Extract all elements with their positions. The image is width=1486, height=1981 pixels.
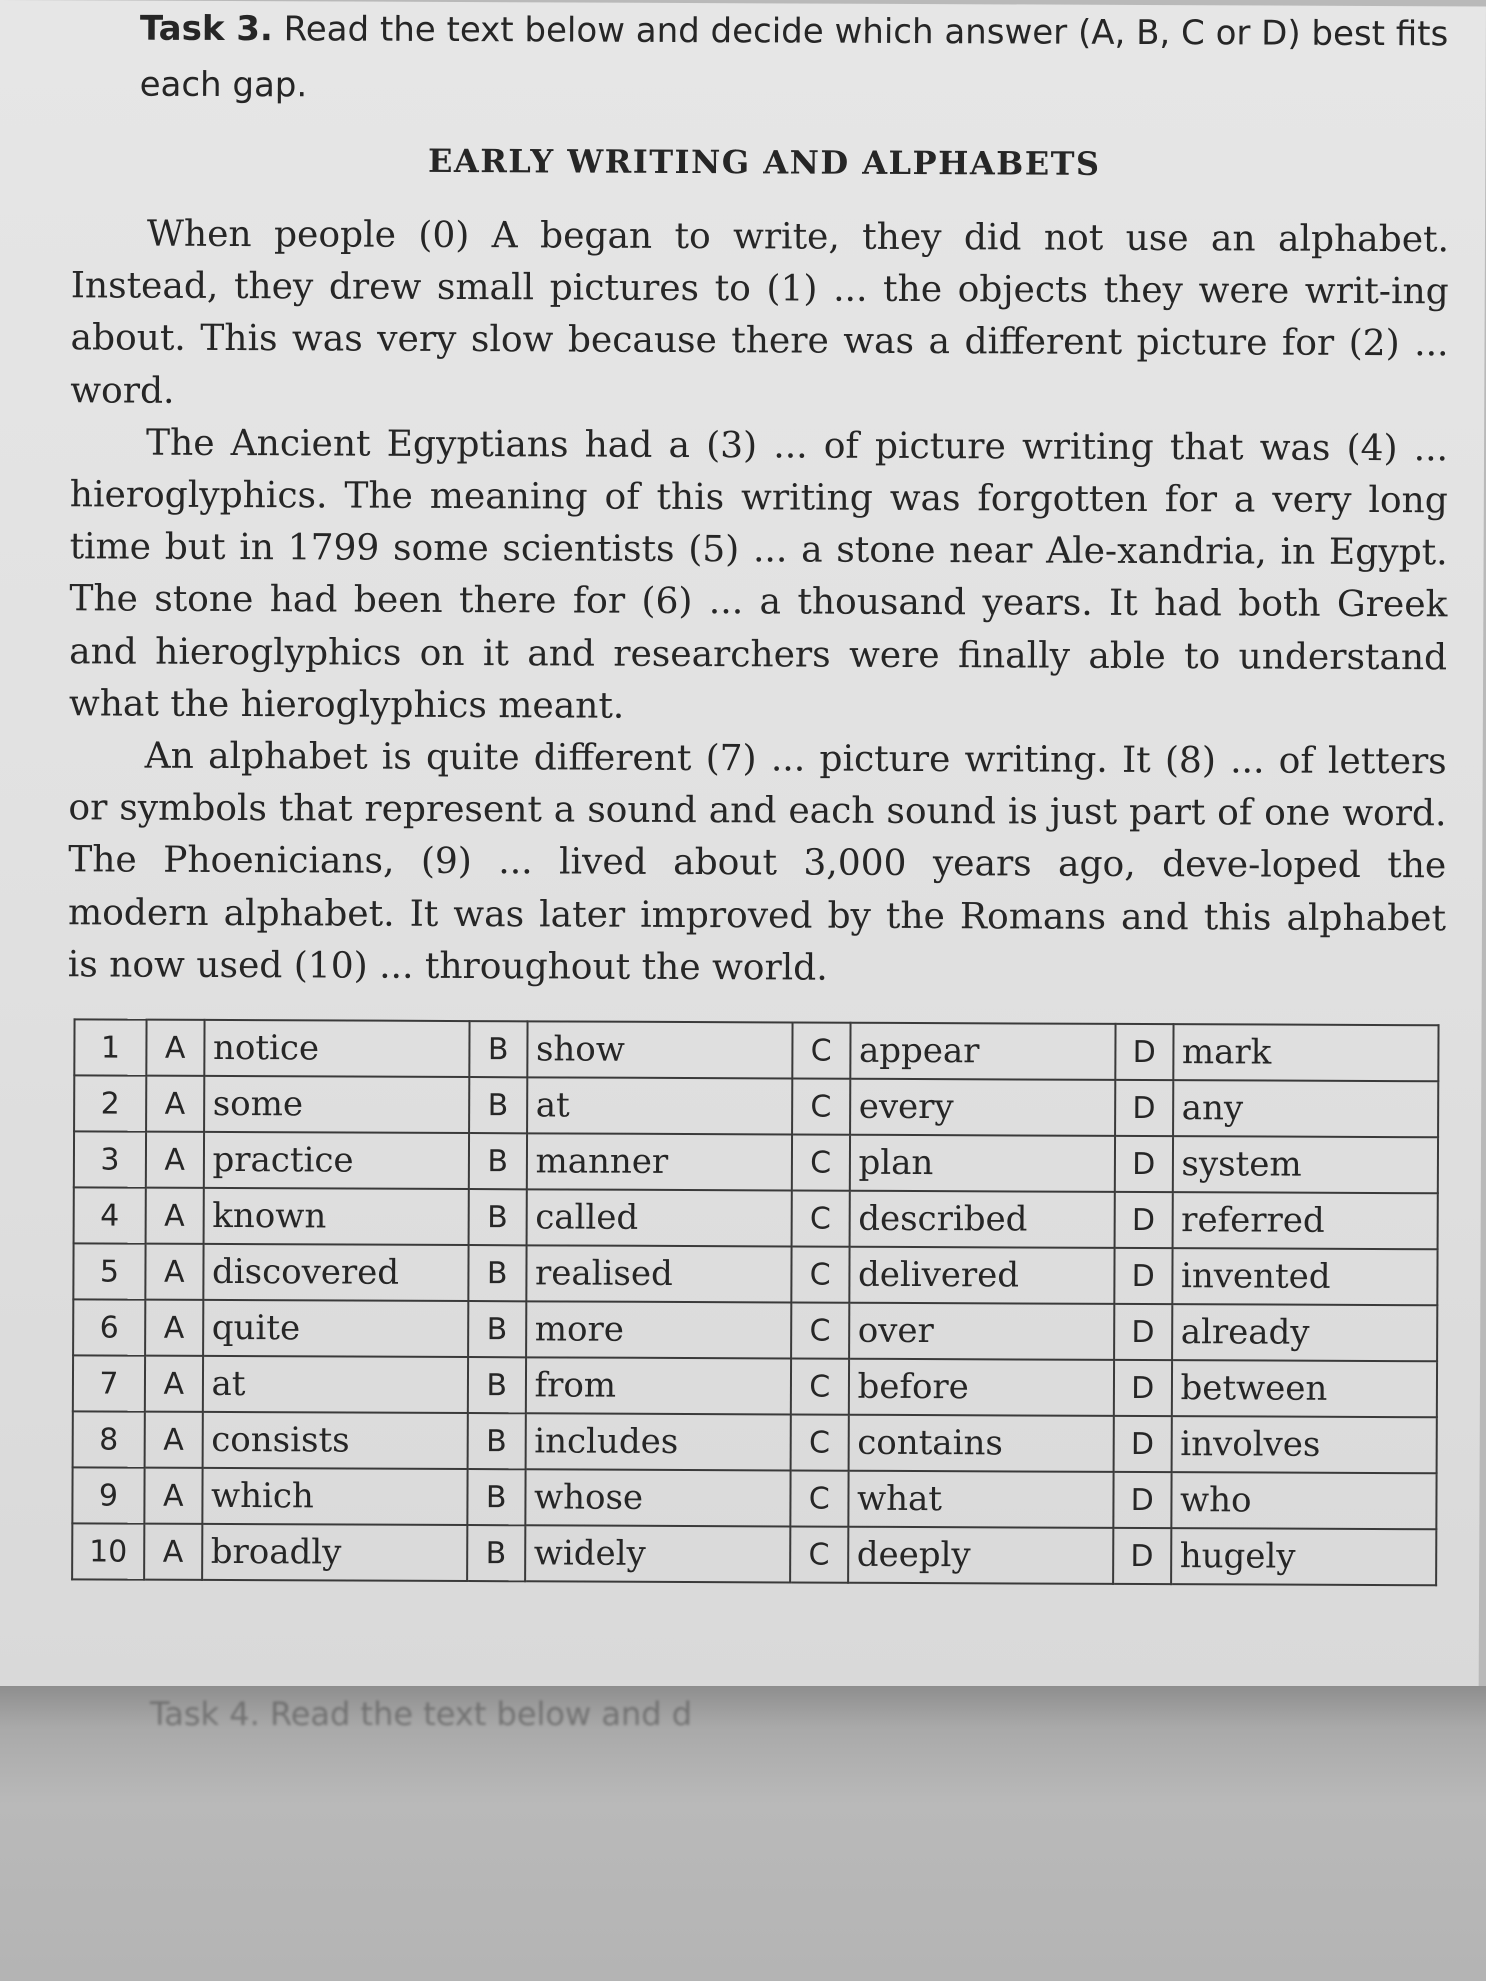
option-word: between [1171, 1360, 1437, 1417]
option-word: notice [204, 1020, 470, 1077]
option-word: more [526, 1301, 792, 1358]
article-body [68, 208, 1449, 997]
option-letter: B [467, 1525, 525, 1581]
option-letter: D [1114, 1360, 1172, 1416]
option-word: referred [1172, 1192, 1438, 1249]
option-letter: A [146, 1132, 204, 1188]
option-letter: C [791, 1302, 849, 1358]
option-word: widely [525, 1525, 791, 1582]
table-row [73, 1411, 1437, 1473]
option-word: which [202, 1468, 468, 1525]
option-letter: D [1114, 1304, 1172, 1360]
question-number: 5 [73, 1243, 145, 1299]
option-letter: A [145, 1300, 203, 1356]
option-word: who [1171, 1472, 1437, 1529]
option-letter: B [468, 1413, 526, 1469]
option-word: what [848, 1471, 1114, 1528]
option-word: before [848, 1359, 1114, 1416]
option-word: hugely [1171, 1528, 1437, 1585]
option-letter: D [1115, 1080, 1173, 1136]
option-word: every [850, 1079, 1116, 1136]
option-word: plan [849, 1135, 1115, 1192]
option-letter: D [1115, 1024, 1173, 1080]
question-number: 6 [73, 1299, 145, 1355]
table-row [72, 1467, 1436, 1529]
option-letter: B [469, 1189, 527, 1245]
option-letter: B [468, 1357, 526, 1413]
option-letter: C [792, 1134, 850, 1190]
question-number: 2 [74, 1075, 146, 1131]
option-letter: C [791, 1358, 849, 1414]
option-letter: D [1113, 1528, 1171, 1584]
option-letter: A [146, 1020, 204, 1076]
question-number: 3 [74, 1131, 146, 1187]
option-letter: A [146, 1076, 204, 1132]
table-row [73, 1299, 1437, 1361]
table-row [74, 1131, 1438, 1193]
option-letter: A [145, 1244, 203, 1300]
option-letter: C [791, 1246, 849, 1302]
option-word: broadly [202, 1524, 468, 1581]
option-letter: B [469, 1133, 527, 1189]
option-word: delivered [849, 1247, 1115, 1304]
option-letter: B [469, 1021, 527, 1077]
option-letter: D [1115, 1136, 1173, 1192]
option-word: realised [526, 1245, 792, 1302]
option-word: consists [202, 1412, 468, 1469]
task-heading [140, 1, 1470, 119]
option-word: at [527, 1077, 793, 1134]
option-word: at [202, 1356, 468, 1413]
option-word: whose [525, 1469, 791, 1526]
option-letter: C [792, 1190, 850, 1246]
table-row [73, 1243, 1437, 1305]
option-word: practice [203, 1132, 469, 1189]
question-number: 4 [74, 1187, 146, 1243]
question-number: 7 [73, 1355, 145, 1411]
option-word: invented [1172, 1248, 1438, 1305]
option-word: show [527, 1021, 793, 1078]
option-word: discovered [203, 1244, 469, 1301]
option-letter: A [145, 1412, 203, 1468]
answer-options-table [71, 1018, 1439, 1586]
option-letter: A [146, 1188, 204, 1244]
option-word: quite [203, 1300, 469, 1357]
option-word: contains [848, 1415, 1114, 1472]
option-word: mark [1173, 1024, 1439, 1081]
paragraph-1: When people (0) A began to write, they did not use an alphabet. Instead, they drew small pictures to (1) ... the objects they were writ-ing about. This was very slow because there was a different picture for (2) ... word. [70, 213, 1450, 412]
option-letter: C [790, 1526, 848, 1582]
option-letter: B [468, 1301, 526, 1357]
option-word: called [526, 1189, 792, 1246]
option-word: system [1172, 1136, 1438, 1193]
option-word: manner [526, 1133, 792, 1190]
table-row [73, 1355, 1437, 1417]
table-row [72, 1523, 1436, 1585]
next-task-heading-partial: Task 4. Read the text below and d [150, 1695, 693, 1733]
task-label: Task 3. [139, 8, 273, 50]
article-title: EARLY WRITING AND ALPHABETS [427, 141, 1101, 183]
option-letter: C [792, 1078, 850, 1134]
option-letter: C [792, 1022, 850, 1078]
paragraph-2: The Ancient Egyptians had a (3) ... of picture writing that was (4) ... hieroglyphics. The meaning of this writing was forgotten for a very long time but in 1799 some scientists (5) ... a stone near Ale-xandria, in Egypt. The stone had been there for (6) ... a thousand years. It had both Greek and hieroglyphics on it and researchers were finally able to understand what the hieroglyphics meant. [68, 422, 1449, 727]
option-word: some [204, 1076, 470, 1133]
option-letter: B [468, 1245, 526, 1301]
option-word: involves [1171, 1416, 1437, 1473]
question-number: 1 [74, 1019, 146, 1075]
option-word: over [849, 1303, 1115, 1360]
table-row [74, 1187, 1438, 1249]
option-letter: A [144, 1468, 202, 1524]
option-letter: A [145, 1356, 203, 1412]
task-instruction: Read the text below and decide which answer (A, B, C or D) best fits each gap. [139, 9, 1449, 106]
option-letter: B [469, 1077, 527, 1133]
option-letter: D [1114, 1416, 1172, 1472]
option-word: known [203, 1188, 469, 1245]
option-word: any [1173, 1080, 1439, 1137]
option-word: from [525, 1357, 791, 1414]
question-number: 9 [72, 1467, 144, 1523]
option-letter: C [791, 1414, 849, 1470]
option-word: described [849, 1191, 1115, 1248]
option-word: already [1172, 1304, 1438, 1361]
paragraph-3: An alphabet is quite different (7) ... picture writing. It (8) ... of letters or symbols that represent a sound and each sound is just part of one word. The Phoenicians, (9) ... lived about 3,000 years ago, deve-loped the modern alphabet. It was later improved by the Romans and this alphabet is now used (10) ... throughout the world. [67, 735, 1447, 989]
table-row [74, 1019, 1438, 1081]
option-letter: D [1114, 1248, 1172, 1304]
option-word: includes [525, 1413, 791, 1470]
option-letter: D [1115, 1192, 1173, 1248]
option-letter: D [1113, 1472, 1171, 1528]
option-letter: C [790, 1470, 848, 1526]
option-letter: B [467, 1469, 525, 1525]
table-row [74, 1075, 1438, 1137]
option-letter: A [144, 1524, 202, 1580]
question-number: 10 [72, 1523, 144, 1579]
option-word: appear [850, 1023, 1116, 1080]
question-number: 8 [73, 1411, 145, 1467]
option-word: deeply [848, 1527, 1114, 1584]
